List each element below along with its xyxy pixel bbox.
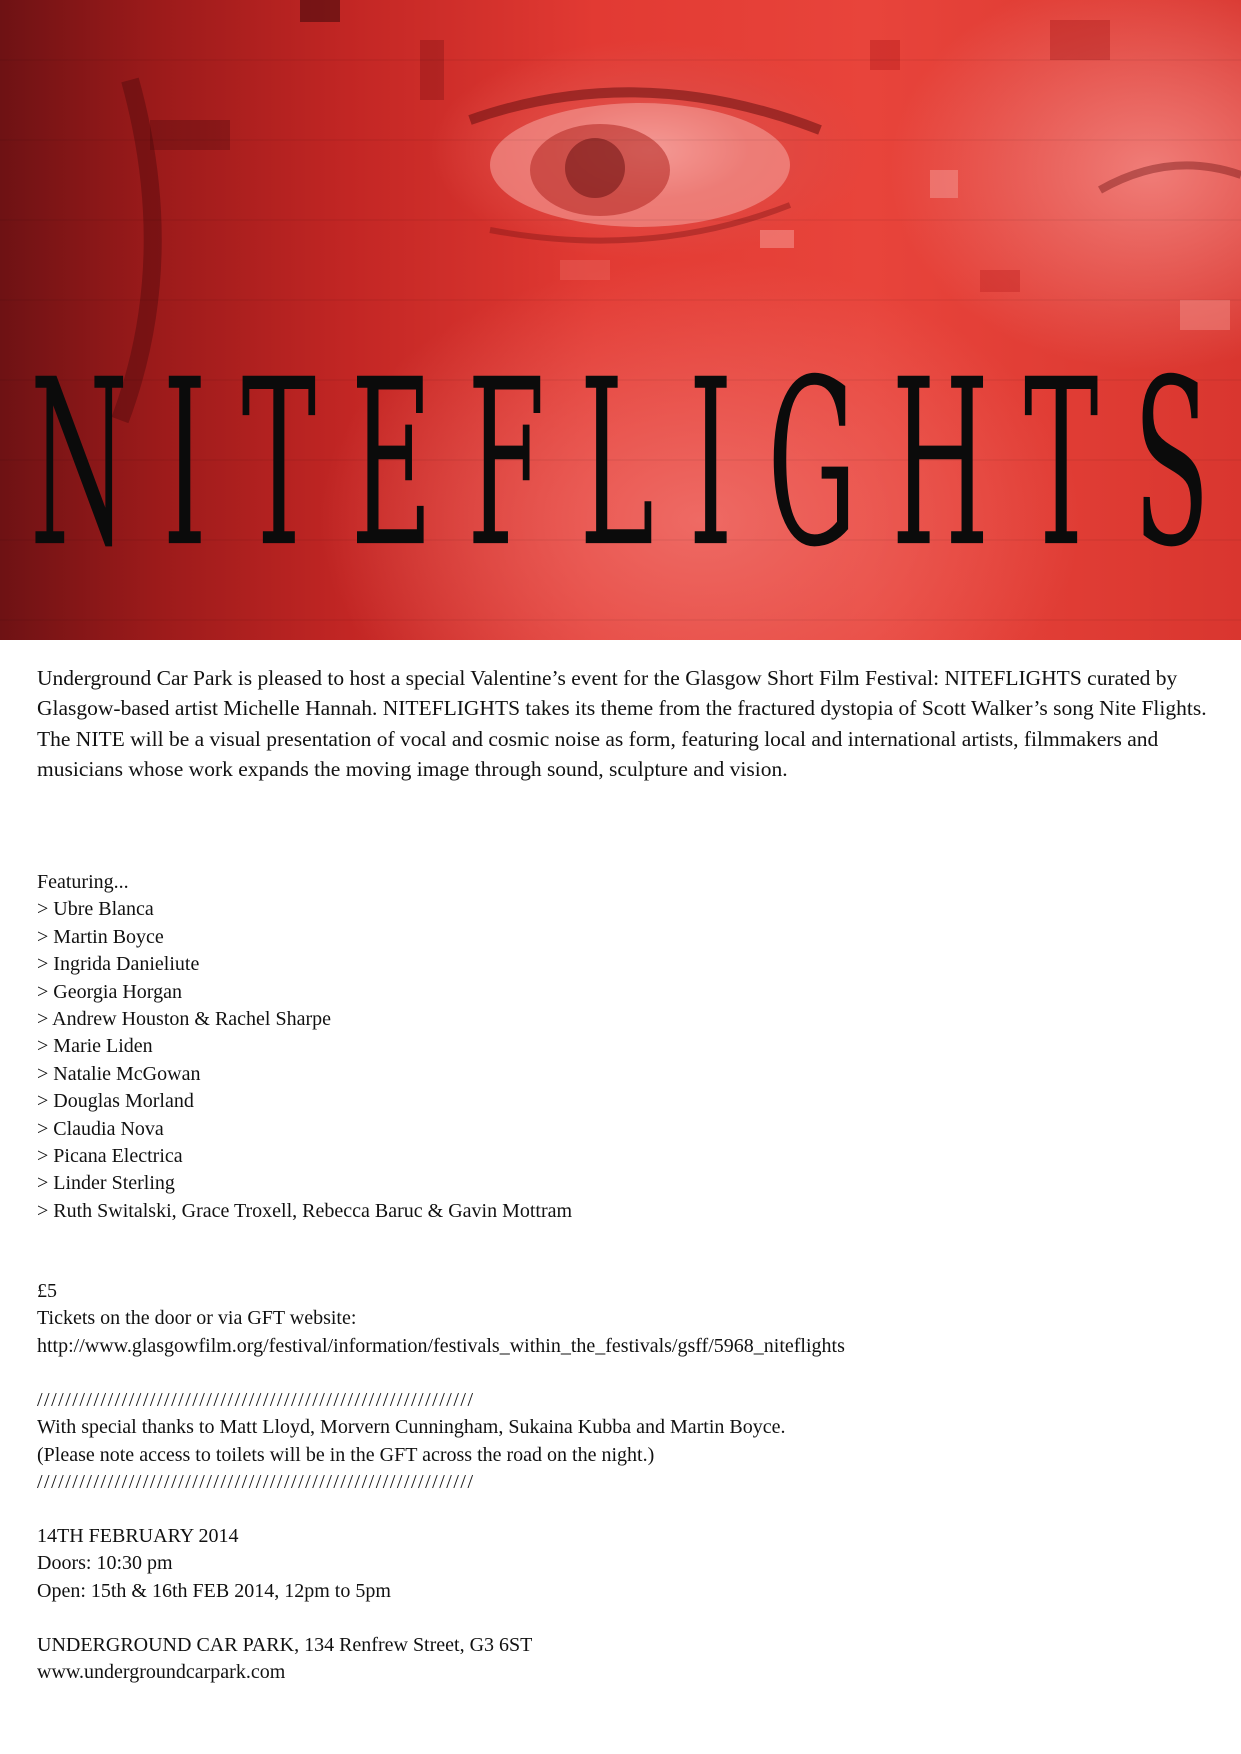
ticket-info: Tickets on the door or via GFT website:: [37, 1307, 357, 1330]
artist-list-item: > Picana Electrica: [37, 1145, 183, 1168]
venue-website[interactable]: www.undergroundcarpark.com: [37, 1661, 286, 1684]
title-letter: N: [30, 331, 128, 599]
artist-list-item: > Ubre Blanca: [37, 898, 154, 921]
artist-list-item: > Andrew Houston & Rachel Sharpe: [37, 1008, 332, 1031]
artist-list-item: > Linder Sterling: [37, 1172, 175, 1195]
thanks-section: [37, 1387, 786, 1497]
hero-image: [0, 0, 1241, 640]
title-letter: E: [350, 331, 433, 599]
title-letter: L: [579, 331, 654, 599]
artist-list-item: > Georgia Horgan: [37, 980, 182, 1003]
toilet-note: (Please note access to toilets will be in the GFT across the road on the night.): [37, 1443, 655, 1466]
featuring-section: [37, 869, 572, 1225]
venue-address: UNDERGROUND CAR PARK, 134 Renfrew Street, G3 6ST: [37, 1634, 533, 1656]
title-letter: T: [1023, 331, 1099, 599]
ticket-url[interactable]: http://www.glasgowfilm.org/festival/information/festivals_within_the_festivals/gsff/5968_niteflights: [37, 1334, 845, 1357]
artist-list-item: > Claudia Nova: [37, 1117, 164, 1140]
thanks-line: With special thanks to Matt Lloyd, Morvern Cunningham, Sukaina Kubba and Martin Boyce.: [37, 1416, 786, 1439]
title-letter: H: [891, 331, 990, 599]
artist-list-item: > Martin Boyce: [37, 925, 164, 948]
featuring-heading: Featuring...: [37, 871, 129, 893]
ticket-price: £5: [37, 1280, 57, 1302]
event-date: 14TH FEBRUARY 2014: [37, 1525, 239, 1547]
open-times: Open: 15th & 16th FEB 2014, 12pm to 5pm: [37, 1579, 391, 1602]
intro-paragraph: Underground Car Park is pleased to host a special Valentine’s event for the Glasgow Short Film Festival: NITEFLIGHTS curated by Glasgow-based artist Michelle Hannah. NITEFLIGHTS takes its theme from the fractured dystopia of Scott Walker’s song Nite Flights. The NITE will be a visual presentation of vocal and cosmic noise as form, featuring local and international artists, filmmakers and musicians whose work expands the moving image through sound, sculpture and vision.: [37, 666, 1207, 781]
artist-list-item: > Natalie McGowan: [37, 1062, 201, 1085]
title-letter: I: [688, 331, 733, 599]
slash-divider: //////////////////////////////////////////////////////////////: [37, 1471, 475, 1494]
tickets-section: [37, 1278, 845, 1360]
intro-section: [37, 663, 1207, 784]
poster-title: [30, 331, 1210, 599]
event-details: [37, 1523, 391, 1605]
title-letter: G: [767, 331, 857, 599]
title-letter: I: [162, 331, 207, 599]
slash-divider: //////////////////////////////////////////////////////////////: [37, 1389, 475, 1411]
title-letter: F: [467, 331, 545, 599]
title-letter: S: [1133, 331, 1210, 599]
title-letter: T: [241, 331, 317, 599]
artist-list-item: > Ruth Switalski, Grace Troxell, Rebecca Baruc & Gavin Mottram: [37, 1199, 573, 1222]
artist-list-item: > Douglas Morland: [37, 1090, 194, 1113]
venue-section: [37, 1632, 532, 1687]
artist-list-item: > Ingrida Danieliute: [37, 953, 200, 976]
doors-time: Doors: 10:30 pm: [37, 1552, 173, 1575]
artist-list-item: > Marie Liden: [37, 1035, 153, 1058]
